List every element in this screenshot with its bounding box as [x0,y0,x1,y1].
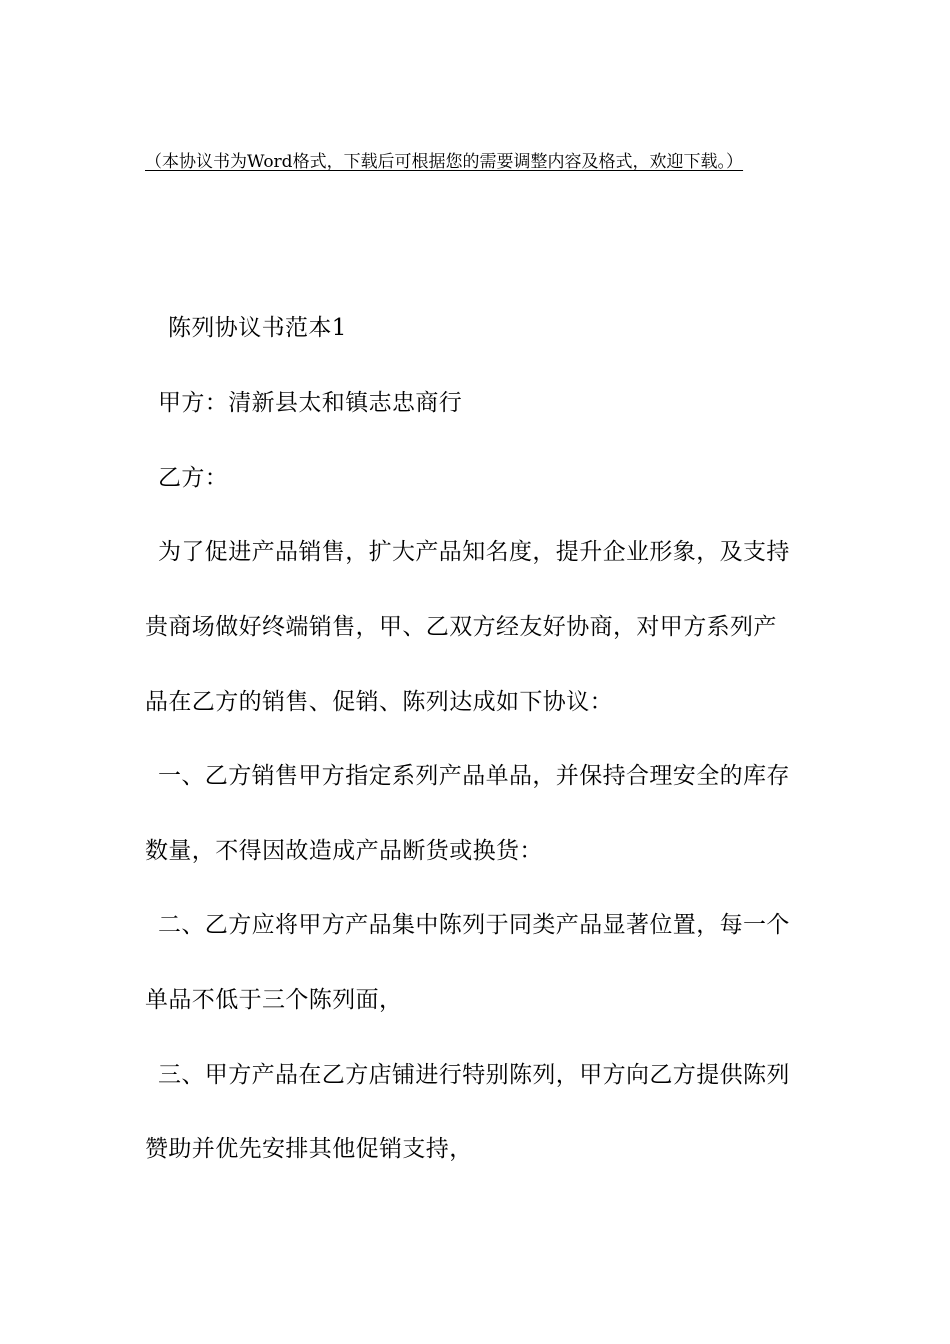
paragraph-line: 为了促进产品销售，扩大产品知名度，提升企业形象，及支持 [158,539,790,565]
clause-3-line: 三、甲方产品在乙方店铺进行特别陈列，甲方向乙方提供陈列 [158,1062,790,1088]
clause-1-line: 一、乙方销售甲方指定系列产品单品，并保持合理安全的库存 [158,763,790,789]
clause-3-line: 赞助并优先安排其他促销支持， [145,1136,473,1162]
paragraph-line: 贵商场做好终端销售，甲、乙双方经友好协商，对甲方系列产 [145,614,777,640]
paragraph-line: 品在乙方的销售、促销、陈列达成如下协议： [145,689,613,715]
clause-2-line: 单品不低于三个陈列面， [145,987,403,1013]
document-title: 陈列协议书范本1 [168,315,347,341]
party-a-line: 甲方：清新县太和镇志忠商行 [158,390,463,416]
clause-2-line: 二、乙方应将甲方产品集中陈列于同类产品显著位置，每一个 [158,912,790,938]
party-b-line: 乙方： [158,465,229,491]
clause-1-line: 数量，不得因故造成产品断货或换货： [145,838,543,864]
download-notice: （本协议书为Word格式，下载后可根据您的需要调整内容及格式，欢迎下载。） [145,152,744,172]
